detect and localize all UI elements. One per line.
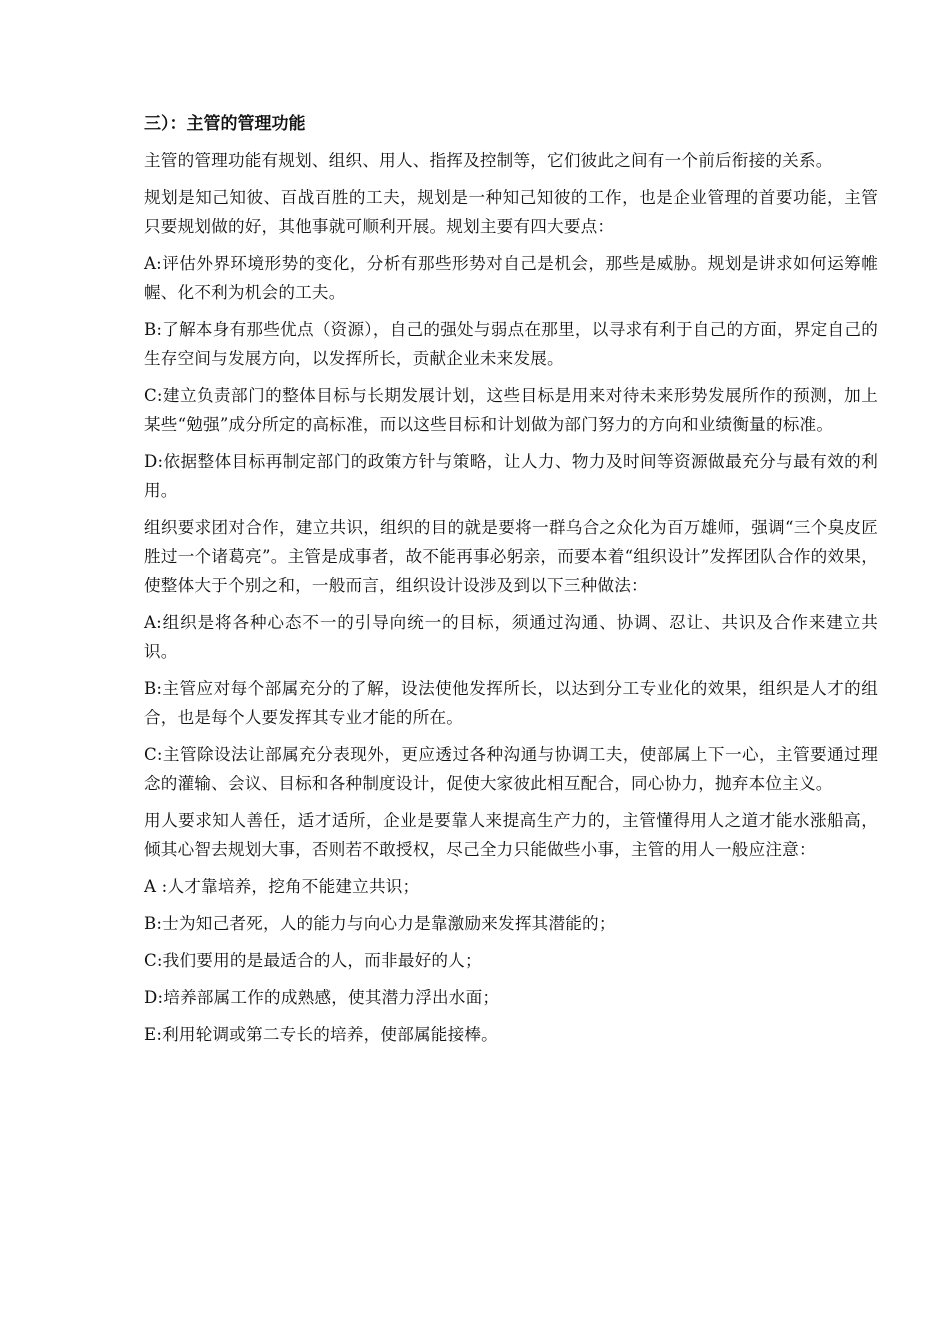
section-heading: 三）：主管的管理功能	[144, 114, 306, 134]
paragraph-staffing-a: A :人才靠培养，挖角不能建立共识；	[144, 877, 420, 896]
paragraph-planning-c: C:建立负责部门的整体目标与长期发展计划，这些目标是用来对待未来形势发展所作的预测，加上某些“勉强”成分所定的高标准，而以这些目标和计划做为部门努力的方向和业绩衡量的标准。	[144, 386, 878, 434]
paragraph-staffing-d: D:培养部属工作的成熟感，使其潜力浮出水面；	[144, 988, 500, 1007]
paragraph-staffing-e: E:利用轮调或第二专长的培养，使部属能接棒。	[144, 1025, 498, 1044]
document-page	[144, 110, 878, 1057]
paragraph-planning: 规划是知己知彼、百战百胜的工夫，规划是一种知己知彼的工作，也是企业管理的首要功能，主管只要规划做的好，其他事就可顺利开展。规划主要有四大要点：	[144, 188, 878, 236]
paragraph-organizing-c: C:主管除设法让部属充分表现外，更应透过各种沟通与协调工夫，使部属上下一心，主管要通过理念的灌输、会议、目标和各种制度设计，促使大家彼此相互配合，同心协力，抛弃本位主义。	[144, 745, 878, 793]
paragraph-staffing: 用人要求知人善任，适才适所，企业是要靠人来提高生产力的，主管懂得用人之道才能水涨船高，倾其心智去规划大事，否则若不敢授权，尽己全力只能做些小事，主管的用人一般应注意：	[144, 811, 878, 859]
paragraph-organizing-b: B:主管应对每个部属充分的了解，设法使他发挥所长，以达到分工专业化的效果，组织是人才的组合，也是每个人要发挥其专业才能的所在。	[144, 679, 878, 727]
paragraph-organizing-a: A:组织是将各种心态不一的引导向统一的目标，须通过沟通、协调、忍让、共识及合作来建立共识。	[144, 613, 878, 661]
paragraph-planning-a: A:评估外界环境形势的变化，分析有那些形势对自己是机会，那些是威胁。规划是讲求如何运筹帷幄、化不利为机会的工夫。	[144, 254, 878, 302]
paragraph-organizing: 组织要求团对合作，建立共识，组织的目的就是要将一群乌合之众化为百万雄师，强调“三个臭皮匠胜过一个诸葛亮”。主管是成事者，故不能再事必躬亲，而要本着“组织设计”发挥团队合作的效果，使整体大于个别之和，一般而言，组织设计设涉及到以下三种做法：	[144, 518, 878, 595]
paragraph-intro: 主管的管理功能有规划、组织、用人、指挥及控制等，它们彼此之间有一个前后衔接的关系。	[144, 151, 833, 170]
paragraph-planning-d: D:依据整体目标再制定部门的政策方针与策略，让人力、物力及时间等资源做最充分与最有效的利用。	[144, 452, 878, 500]
paragraph-planning-b: B:了解本身有那些优点（资源），自己的强处与弱点在那里，以寻求有利于自己的方面，界定自己的生存空间与发展方向，以发挥所长，贡献企业未来发展。	[144, 320, 878, 368]
paragraph-staffing-b: B:士为知己者死，人的能力与向心力是靠激励来发挥其潜能的；	[144, 914, 616, 933]
paragraph-staffing-c: C:我们要用的是最适合的人，而非最好的人；	[144, 951, 482, 970]
